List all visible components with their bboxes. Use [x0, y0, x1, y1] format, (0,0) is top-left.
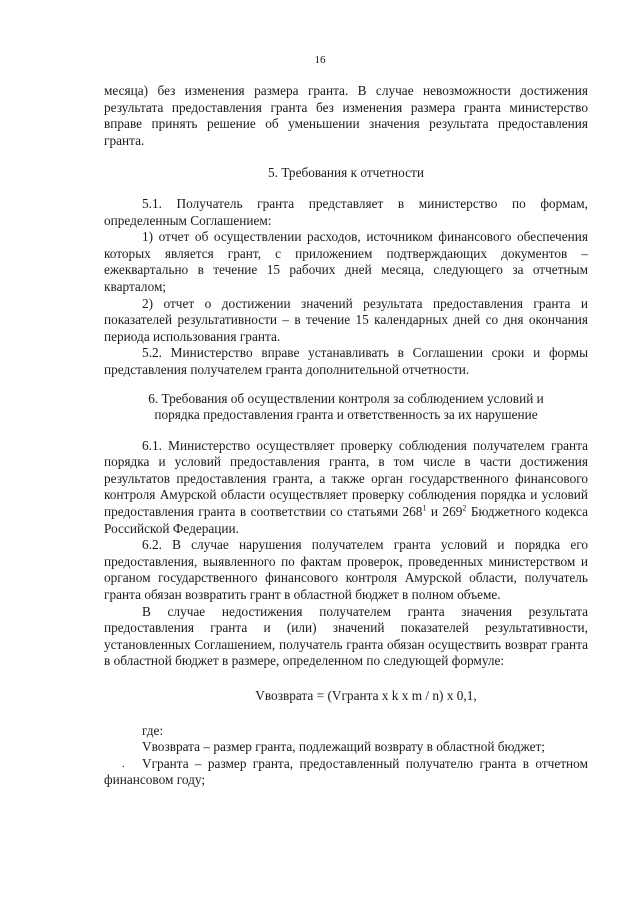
paragraph-5-2: 5.2. Министерство вправе устанавливать в Соглашении сроки и формы представления получателем гранта дополнительной отчетности. — [104, 345, 588, 377]
paragraph-6-1-text-mid: и 269 — [426, 504, 463, 520]
superscript-1: 1 — [422, 503, 427, 513]
stray-mark: . — [122, 757, 125, 770]
paragraph-6-1-text-b: Бюджетного кодекса Российской Федерации. — [104, 504, 588, 536]
paragraph-6-1 — [104, 438, 588, 538]
where-label: где: — [142, 722, 164, 738]
paragraph-5-1-2: 2) отчет о достижении значений результата предоставления гранта и показателей результативности – в течение 15 календарных дней со дня окончания периода использования гранта. — [104, 295, 588, 344]
paragraph-6-1-text-a: 6.1. Министерство осуществляет проверку соблюдения получателем гранта порядка и условий предоставления гранта, в том числе в части достижения результатов предоставления гранта, а также орган государственного финансового контроля Амурской области осуществляет проверку соблюдения порядка и условий предоставления гранта в соответствии со статьями 268 — [104, 437, 588, 520]
paragraph-6-2: 6.2. В случае нарушения получателем гранта условий и порядка его предоставления, выявленного по фактам проверок, проведенных министерством и органом государственного финансового контроля Амурской области, получатель гранта обязан возвратить грант в областной бюджет в полном объеме. — [104, 537, 588, 603]
definition-v-return: Vвозврата – размер гранта, подлежащий возврату в областной бюджет; — [142, 739, 545, 755]
formula: Vвозврата = (Vгранта x k x m / n) x 0,1, — [255, 688, 477, 703]
page-number: 16 — [314, 54, 326, 66]
section-6-heading-line2: порядка предоставления гранта и ответственность за их нарушение — [154, 407, 538, 423]
paragraph-5-1-1: 1) отчет об осуществлении расходов, источником финансового обеспечения которых является грант, с приложением подтверждающих документов – ежеквартально в течение 15 рабочих дней месяца, следующего за отчетным кварталом; — [104, 229, 588, 294]
paragraph-6-2-b: В случае недостижения получателем гранта значения результата предоставления гранта и (или) значений показателей результативности, установленных Соглашением, получатель гранта обязан осуществить возврат гранта в областной бюджет в размере, определенном по следующей формуле: — [104, 603, 588, 669]
paragraph-intro: месяца) без изменения размера гранта. В случае невозможности достижения результата предоставления гранта без изменения размера гранта министерство вправе принять решение об уменьшении значения результата предоставления гранта. — [104, 83, 588, 148]
section-6-heading-line1: 6. Требования об осуществлении контроля за соблюдением условий и — [148, 390, 544, 406]
definition-v-grant-text: Vгранта – размер гранта, предоставленный получателю гранта в отчетном финансовом году; — [104, 755, 588, 788]
document-body — [104, 83, 588, 789]
paragraph-5-1: 5.1. Получатель гранта представляет в министерство по формам, определенным Соглашением: — [104, 195, 588, 228]
section-6-heading — [104, 391, 588, 424]
superscript-2: 2 — [462, 503, 467, 513]
definition-v-grant — [104, 756, 588, 789]
section-5-heading: 5. Требования к отчетности — [268, 165, 424, 181]
